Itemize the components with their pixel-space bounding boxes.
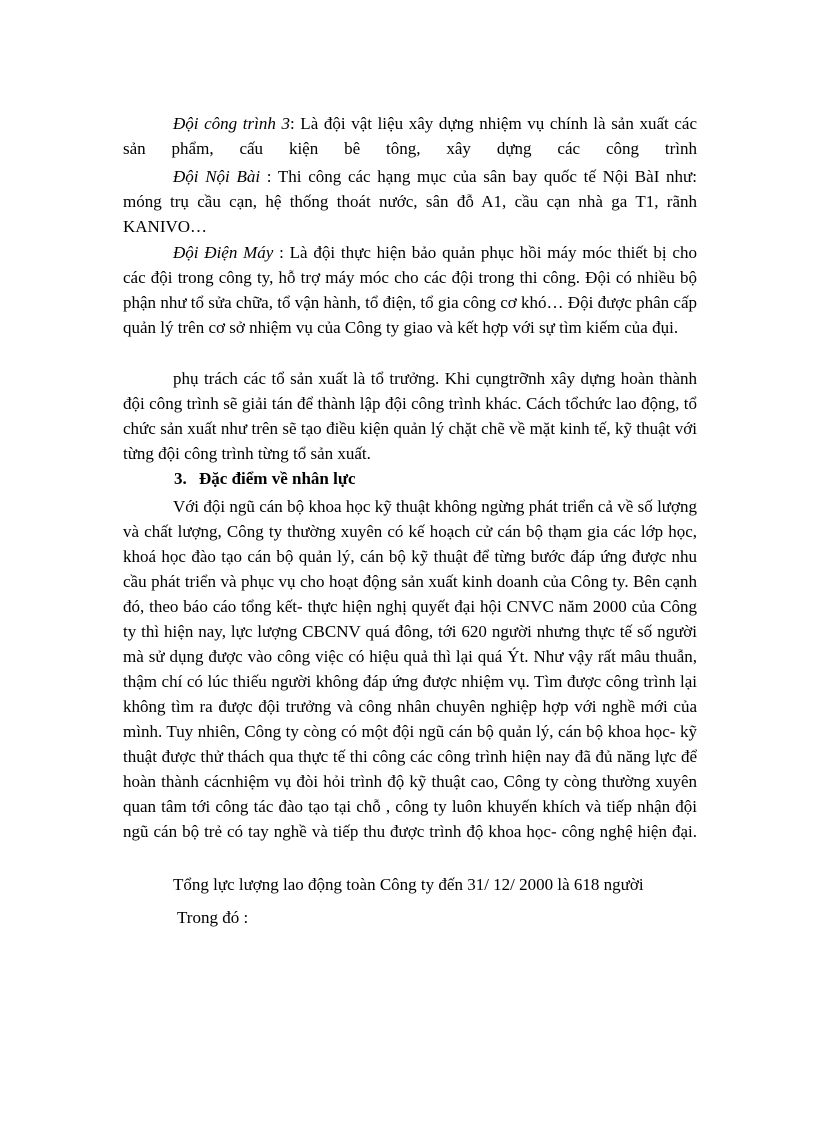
section-title: Đặc điểm về nhân lực [199, 469, 356, 488]
paragraph-text: : Là đội thực hiện bảo quản phục hồi máy móc thiết bị cho các đội trong công ty, hỗ trợ máy móc cho các đội trong thi công. Đội có nhiều bộ phận như tổ sửa chữa, tổ vận hành, tổ điện, tổ gia công cơ khó… Đội được phân cấp quản lý trên cơ sở nhiệm vụ của Công ty giao và kết hợp với sự tìm kiếm của đụi. [123, 243, 697, 337]
paragraph-tong-luc-luong: Tổng lực lượng lao động toàn Công ty đến 31/ 12/ 2000 là 618 người [173, 875, 644, 894]
paragraph-to-chuc-san-xuat: phụ trách các tổ sản xuất là tổ trưởng. Khi cụngtrỡnh xây dựng hoàn thành đội công trình sẽ giải tán để thành lập đội công trình khác. Cách tổchức lao động, tổ chức sản xuất như trên sẽ tạo điều kiện quản lý chặt chẽ về mặt kinh tế, kỹ thuật với từng đội công trình từng tổ sản xuất. [123, 369, 697, 463]
paragraph-trong-do: Trong đó : [177, 908, 249, 927]
paragraph-text: : Là đội vật liệu xây dựng nhiệm vụ chính là sản xuất các sản phẩm, cấu kiện bê tông, xây dựng các công trình [123, 114, 697, 158]
paragraph-doi-cong-trinh-3 [123, 111, 697, 161]
paragraph-nhan-luc: Với đội ngũ cán bộ khoa học kỹ thuật không ngừng phát triển cả về số lượng và chất lượng, Công ty thường xuyên có kế hoạch cử cán bộ thạm gia các lớp học, khoá học đào tạo cán bộ quản lý, cán bộ kỹ thuật để từng bước đáp ứng được nhu cầu phát triển và phục vụ cho hoạt động sản xuất kinh doanh của Công ty. Bên cạnh đó, theo báo cáo tổng kết- thực hiện nghị quyết đại hội CNVC năm 2000 của Công ty thì hiện nay, lực lượng CBCNV quá đông, tới 620 người nhưng thực tế số người mà sử dụng được vào công việc có hiệu quả thì lại quá Ýt. Như vậy rất mâu thuẫn, thậm chí có lúc thiếu người không đáp ứng được nhiệm vụ. Tìm được công trình lại không tìm ra được đội trưởng và công nhân chuyên nghiệp hợp với nghề mới của mình. Tuy nhiên, Công ty còng có một đội ngũ cán bộ quản lý, cán bộ khoa học- kỹ thuật được thử thách qua thực tế thi công các công trình hiện nay đã đủ năng lực để hoàn thành cácnhiệm vụ đòi hỏi trình độ kỹ thuật cao, Công ty còng thường xuyên quan tâm tới công tác đào tạo tại chỗ , công ty luôn khuyến khích và tiếp nhận đội ngũ cán bộ trẻ có tay nghề và tiếp thu được trình độ khoa học- công nghệ hiện đại. [123, 497, 697, 841]
section-number: 3. [174, 469, 187, 488]
paragraph-lead-term: Đội Nội Bài [173, 167, 261, 186]
paragraph-text: : Thi công các hạng mục của sân bay quốc tế Nội BàI như: móng trụ cầu cạn, hệ thống thoát nước, sân đỗ A1, cầu cạn nhà ga T1, rãnh KANIVO… [123, 167, 697, 236]
paragraph-doi-noi-bai [123, 164, 697, 239]
paragraph-lead-term: Đội công trình 3 [173, 114, 290, 133]
paragraph-lead-term: Đội Điện Máy [173, 243, 274, 262]
paragraph-doi-dien-may [123, 240, 697, 340]
section-heading [174, 466, 356, 491]
